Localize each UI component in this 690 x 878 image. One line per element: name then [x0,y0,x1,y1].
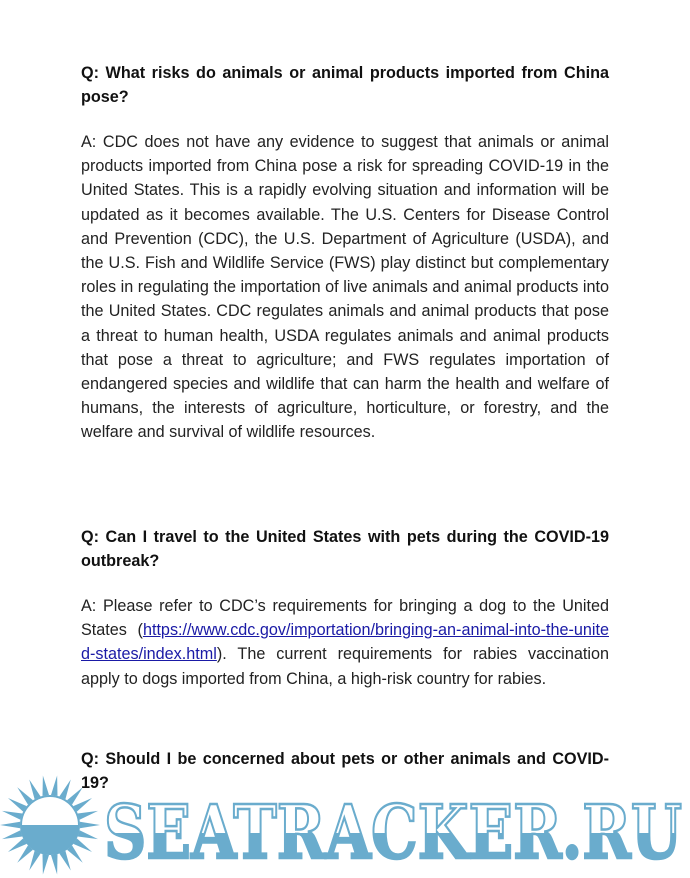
sun-ray [78,830,98,839]
seatracker-watermark [0,770,690,878]
sun-icon [0,776,100,875]
sun-ray [29,780,40,800]
sun-ray [8,838,27,852]
sun-ray [17,845,33,862]
sun-ray [8,798,27,812]
sun-ray [42,776,49,796]
sun-ray [80,822,100,829]
sun-ray [0,822,20,829]
sun-ray [17,787,33,804]
sun-ray [59,851,70,871]
answer-text: A: Please refer to CDC’s requirements for bringing a dog to the United States ( [81,597,609,640]
sun-ray [73,838,92,852]
faq-answer-2 [81,594,609,691]
sun-ray [42,854,49,874]
sun-ray [2,811,22,820]
watermark-text: SEATRACKER.RU [104,790,682,876]
sun-ray [51,854,58,874]
faq-question-1: Q: What risks do animals or animal products imported from China pose? [81,64,609,107]
sun-ray [2,830,22,839]
sun-ray [67,845,83,862]
sun-ray [59,780,70,800]
sun-ray [73,798,92,812]
cdc-import-link[interactable]: https://www.cdc.gov/importation/bringing-an-animal-into-the-united-states/index.html [81,621,609,664]
answer-text: ). The current requirements for rabies vaccination apply to dogs imported from China, a high-risk country for rabies. [81,645,609,688]
sun-ray [29,851,40,871]
faq-question-2: Q: Can I travel to the United States with pets during the COVID-19 outbreak? [81,528,609,571]
sun-ray [67,787,83,804]
sun-ray [51,776,58,796]
sun-ray [78,811,98,820]
faq-answer-1: A: CDC does not have any evidence to suggest that animals or animal products imported from China pose a risk for spreading COVID-19 in the United States. This is a rapidly evolving situation and information will be updated as it becomes available. The U.S. Centers for Disease Control and Prevention (CDC), the U.S. Department of Agriculture (USDA), and the U.S. Fish and Wildlife Service (FWS) play distinct but complementary roles in regulating the importation of live animals and animal products into the United States. CDC regulates animals and animal products that pose a threat to human health, USDA regulates animals and animal products that pose a threat to agriculture; and FWS regulates importation of endangered species and wildlife that can harm the health and welfare of humans, the interests of agriculture, horticulture, or forestry, and the welfare and survival of wildlife resources. [81,133,609,442]
faq-question-3: Q: Should I be concerned about pets or other animals and COVID-19? [81,750,609,793]
